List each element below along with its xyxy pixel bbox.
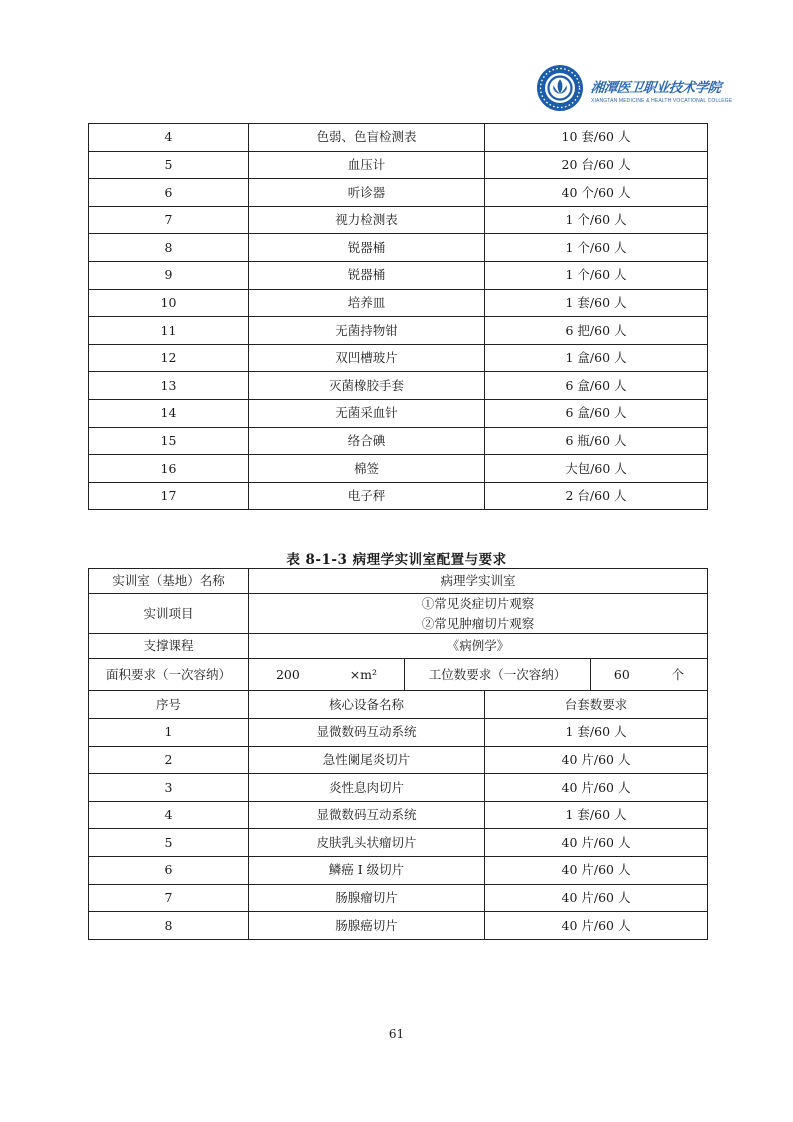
area-value-cell [249, 659, 405, 691]
row-number-cell: 10 [89, 289, 249, 317]
row-number-cell: 6 [89, 856, 249, 884]
item-name-cell: 显微数码互动系统 [249, 719, 485, 747]
workstation-label: 工位数要求（一次容纳） [405, 659, 591, 691]
row-number-cell: 4 [89, 124, 249, 152]
item-name-cell: 显微数码互动系统 [249, 801, 485, 829]
area-label: 面积要求（一次容纳） [89, 659, 249, 691]
table-row [89, 151, 708, 179]
col-header-qty: 台套数要求 [485, 691, 708, 719]
table-row [89, 482, 708, 510]
course-value: 《病例学》 [249, 634, 708, 659]
quantity-cell: 6 盒/60 人 [485, 399, 708, 427]
table-title: 表 8-1-3 病理学实训室配置与要求 [286, 552, 507, 568]
project-item-1: ①常见炎症切片观察 [421, 596, 535, 612]
item-name-cell: 棉签 [249, 455, 485, 483]
quantity-cell: 1 盒/60 人 [485, 344, 708, 372]
item-name-cell: 急性阑尾炎切片 [249, 746, 485, 774]
table-row [89, 317, 708, 345]
workstation-value: 60 [613, 666, 630, 682]
quantity-cell: 6 把/60 人 [485, 317, 708, 345]
quantity-cell: 6 瓶/60 人 [485, 427, 708, 455]
item-name-cell: 血压计 [249, 151, 485, 179]
area-unit: ×m² [349, 666, 378, 682]
item-name-cell: 炎性息肉切片 [249, 774, 485, 802]
quantity-cell: 40 片/60 人 [485, 884, 708, 912]
col-header-no: 序号 [89, 691, 249, 719]
table-row [89, 801, 708, 829]
item-name-cell: 视力检测表 [249, 206, 485, 234]
table-row [89, 344, 708, 372]
quantity-cell: 1 套/60 人 [485, 801, 708, 829]
item-name-cell: 锐器桶 [249, 261, 485, 289]
course-label: 支撑课程 [89, 634, 249, 659]
project-item-2: ②常见肿瘤切片观察 [421, 615, 535, 631]
college-name-en: XIANGTAN MEDICINE & HEALTH VOCATIONAL COLLEGE [591, 98, 733, 104]
row-number-cell: 11 [89, 317, 249, 345]
item-name-cell: 肠腺癌切片 [249, 912, 485, 940]
item-name-cell: 培养皿 [249, 289, 485, 317]
college-logo [536, 64, 732, 116]
row-number-cell: 12 [89, 344, 249, 372]
item-name-cell: 皮肤乳头状瘤切片 [249, 829, 485, 857]
item-name-cell: 无菌采血针 [249, 399, 485, 427]
row-number-cell: 5 [89, 829, 249, 857]
project-label: 实训项目 [89, 594, 249, 634]
row-number-cell: 9 [89, 261, 249, 289]
quantity-cell: 6 盒/60 人 [485, 372, 708, 400]
table-row [89, 399, 708, 427]
quantity-cell: 10 套/60 人 [485, 124, 708, 152]
table-row [89, 856, 708, 884]
col-header-name: 核心设备名称 [249, 691, 485, 719]
table-row [89, 206, 708, 234]
college-name-zh: 湘潭医卫职业技术学院 [589, 80, 722, 96]
quantity-cell: 40 片/60 人 [485, 829, 708, 857]
item-name-cell: 无菌持物钳 [249, 317, 485, 345]
row-number-cell: 15 [89, 427, 249, 455]
quantity-cell: 20 台/60 人 [485, 151, 708, 179]
table-row [89, 124, 708, 152]
table-row [89, 179, 708, 207]
quantity-cell: 40 片/60 人 [485, 774, 708, 802]
quantity-cell: 1 套/60 人 [485, 719, 708, 747]
row-number-cell: 5 [89, 151, 249, 179]
equipment-table-continued [88, 123, 708, 510]
row-number-cell: 3 [89, 774, 249, 802]
table-row [89, 774, 708, 802]
item-name-cell: 听诊器 [249, 179, 485, 207]
project-items [249, 594, 708, 634]
table-row [89, 884, 708, 912]
row-number-cell: 8 [89, 912, 249, 940]
table-row [89, 829, 708, 857]
row-number-cell: 14 [89, 399, 249, 427]
quantity-cell: 1 套/60 人 [485, 289, 708, 317]
item-name-cell: 络合碘 [249, 427, 485, 455]
row-number-cell: 17 [89, 482, 249, 510]
quantity-cell: 40 片/60 人 [485, 912, 708, 940]
row-number-cell: 16 [89, 455, 249, 483]
quantity-cell: 40 片/60 人 [485, 746, 708, 774]
item-name-cell: 灭菌橡胶手套 [249, 372, 485, 400]
row-number-cell: 4 [89, 801, 249, 829]
row-number-cell: 8 [89, 234, 249, 262]
quantity-cell: 40 片/60 人 [485, 856, 708, 884]
item-name-cell: 双凹槽玻片 [249, 344, 485, 372]
table-row [89, 912, 708, 940]
quantity-cell: 2 台/60 人 [485, 482, 708, 510]
room-name-value: 病理学实训室 [249, 569, 708, 594]
table-row [89, 234, 708, 262]
room-name-label: 实训室（基地）名称 [89, 569, 249, 594]
item-name-cell: 鳞癌 I 级切片 [249, 856, 485, 884]
item-name-cell: 肠腺瘤切片 [249, 884, 485, 912]
row-number-cell: 1 [89, 719, 249, 747]
table-row [89, 455, 708, 483]
quantity-cell: 40 个/60 人 [485, 179, 708, 207]
quantity-cell: 1 个/60 人 [485, 234, 708, 262]
table-row [89, 746, 708, 774]
area-value: 200 [275, 666, 300, 682]
row-number-cell: 13 [89, 372, 249, 400]
table-row [89, 261, 708, 289]
table-row [89, 427, 708, 455]
table-row [89, 289, 708, 317]
quantity-cell: 1 个/60 人 [485, 261, 708, 289]
item-name-cell: 色弱、色盲检测表 [249, 124, 485, 152]
page-number: 61 [388, 1027, 405, 1041]
item-name-cell: 电子秤 [249, 482, 485, 510]
row-number-cell: 7 [89, 884, 249, 912]
table-row [89, 719, 708, 747]
row-number-cell: 7 [89, 206, 249, 234]
workstation-value-cell [591, 659, 708, 691]
workstation-unit: 个 [671, 666, 685, 682]
row-number-cell: 6 [89, 179, 249, 207]
pathology-lab-table [88, 568, 708, 940]
quantity-cell: 大包/60 人 [485, 455, 708, 483]
row-number-cell: 2 [89, 746, 249, 774]
item-name-cell: 锐器桶 [249, 234, 485, 262]
table-row [89, 372, 708, 400]
quantity-cell: 1 个/60 人 [485, 206, 708, 234]
college-emblem-icon [536, 64, 584, 116]
